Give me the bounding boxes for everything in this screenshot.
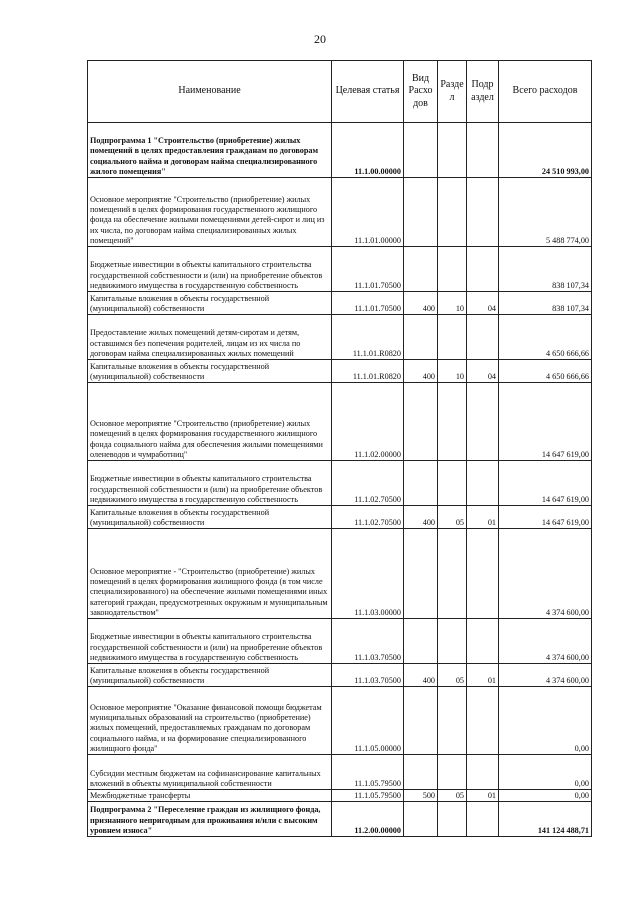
row-name: Предоставление жилых помещений детям-сиротам и детям, оставшимся без попечения родителей, лицам из их числа по договорам найма специализированных жилых помещений (88, 315, 332, 360)
table-row (88, 292, 592, 315)
table-row (88, 178, 592, 247)
row-code: 11.2.00.00000 (332, 802, 404, 837)
row-pr: 04 (467, 292, 499, 315)
row-rz (438, 247, 467, 292)
row-vr (404, 619, 438, 664)
row-vr (404, 687, 438, 755)
row-pr (467, 687, 499, 755)
header-pr: Подр аздел (467, 61, 499, 123)
row-name: Бюджетные инвестиции в объекты капитального строительства государственной собственности и (или) на приобретение объектов недвижимого имущества в государственную собственность (88, 619, 332, 664)
table-row (88, 619, 592, 664)
header-vr: Вид Расхо дов (404, 61, 438, 123)
row-total: 4 374 600,00 (499, 529, 592, 619)
row-vr: 500 (404, 790, 438, 802)
row-code: 11.1.05.79500 (332, 790, 404, 802)
table-row (88, 802, 592, 837)
table-row (88, 123, 592, 178)
table-body (88, 123, 592, 837)
row-rz (438, 619, 467, 664)
row-rz (438, 529, 467, 619)
row-vr (404, 247, 438, 292)
row-code: 11.1.05.79500 (332, 755, 404, 790)
row-pr (467, 315, 499, 360)
row-name: Бюджетные инвестиции в объекты капитального строительства государственной собственности и (или) на приобретение объектов недвижимого имущества в государственную собственность (88, 461, 332, 506)
row-total: 0,00 (499, 755, 592, 790)
row-code: 11.1.05.00000 (332, 687, 404, 755)
row-total: 4 374 600,00 (499, 619, 592, 664)
row-pr: 01 (467, 506, 499, 529)
row-rz: 05 (438, 790, 467, 802)
row-total: 14 647 619,00 (499, 461, 592, 506)
row-rz (438, 178, 467, 247)
row-rz (438, 687, 467, 755)
row-rz (438, 123, 467, 178)
table-row (88, 529, 592, 619)
row-name: Субсидии местным бюджетам на софинансирование капитальных вложений в объекты муниципальной собственности (88, 755, 332, 790)
row-vr (404, 755, 438, 790)
row-pr (467, 178, 499, 247)
row-total: 4 650 666,66 (499, 315, 592, 360)
row-vr: 400 (404, 664, 438, 687)
row-total: 24 510 993,00 (499, 123, 592, 178)
row-pr: 01 (467, 664, 499, 687)
row-vr: 400 (404, 506, 438, 529)
row-rz (438, 461, 467, 506)
row-name: Подпрограмма 2 "Переселение граждан из жилищного фонда, признанного непригодным для проживания и/или с высоким уровнем износа" (88, 802, 332, 837)
table-row (88, 687, 592, 755)
row-code: 11.1.01.70500 (332, 247, 404, 292)
row-name: Капитальные вложения в объекты государственной (муниципальной) собственности (88, 664, 332, 687)
row-pr (467, 529, 499, 619)
row-code: 11.1.01.00000 (332, 178, 404, 247)
row-name: Основное мероприятие "Строительство (приобретение) жилых помещений в целях формирования государственного жилищного фонда социального найма для обеспечения жилыми помещениями оленеводов и чумработниц" (88, 383, 332, 461)
row-total: 5 488 774,00 (499, 178, 592, 247)
row-pr: 04 (467, 360, 499, 383)
row-pr (467, 247, 499, 292)
table-row (88, 461, 592, 506)
row-name: Межбюджетные трансферты (88, 790, 332, 802)
row-pr: 01 (467, 790, 499, 802)
row-total: 4 374 600,00 (499, 664, 592, 687)
row-code: 11.1.01.R0820 (332, 360, 404, 383)
row-name: Основное мероприятие "Оказание финансовой помощи бюджетам муниципальных образований на строительство (приобретение) жилых помещений, предоставляемых гражданам по договорам социального найма, и на формирование специализированного жилищного фонда" (88, 687, 332, 755)
row-pr (467, 123, 499, 178)
row-vr (404, 315, 438, 360)
row-rz (438, 802, 467, 837)
table-row (88, 755, 592, 790)
row-vr (404, 529, 438, 619)
row-total: 838 107,34 (499, 247, 592, 292)
row-total: 14 647 619,00 (499, 383, 592, 461)
row-code: 11.1.02.70500 (332, 461, 404, 506)
row-rz: 10 (438, 360, 467, 383)
table-row (88, 664, 592, 687)
row-name: Капитальные вложения в объекты государственной (муниципальной) собственности (88, 292, 332, 315)
table-row (88, 506, 592, 529)
row-pr (467, 619, 499, 664)
table-row (88, 315, 592, 360)
row-vr (404, 123, 438, 178)
row-code: 11.1.03.70500 (332, 664, 404, 687)
row-rz (438, 383, 467, 461)
row-vr (404, 383, 438, 461)
row-code: 11.1.00.00000 (332, 123, 404, 178)
row-vr (404, 461, 438, 506)
row-rz (438, 315, 467, 360)
row-code: 11.1.01.R0820 (332, 315, 404, 360)
table-row (88, 360, 592, 383)
row-rz: 05 (438, 506, 467, 529)
row-vr: 400 (404, 360, 438, 383)
row-pr (467, 461, 499, 506)
table-row (88, 383, 592, 461)
header-rz: Разде л (438, 61, 467, 123)
header-code: Целевая статья (332, 61, 404, 123)
row-total: 14 647 619,00 (499, 506, 592, 529)
row-name: Капитальные вложения в объекты государственной (муниципальной) собственности (88, 506, 332, 529)
row-vr (404, 802, 438, 837)
row-code: 11.1.01.70500 (332, 292, 404, 315)
row-total: 0,00 (499, 790, 592, 802)
row-rz (438, 755, 467, 790)
table-row (88, 247, 592, 292)
row-pr (467, 383, 499, 461)
table-header-row (88, 61, 592, 123)
table-row (88, 790, 592, 802)
row-total: 0,00 (499, 687, 592, 755)
row-name: Основное мероприятие - "Строительство (приобретение) жилых помещений в целях формирования жилищного фонда (в том числе специализированного) на обеспечение жилыми помещениями иных категорий граждан, предусмотренных окружным и муниципальным законодательством" (88, 529, 332, 619)
row-name: Капитальные вложения в объекты государственной (муниципальной) собственности (88, 360, 332, 383)
page-number: 20 (314, 32, 326, 46)
row-code: 11.1.02.70500 (332, 506, 404, 529)
budget-table (87, 60, 592, 837)
row-total: 4 650 666,66 (499, 360, 592, 383)
row-vr: 400 (404, 292, 438, 315)
row-pr (467, 802, 499, 837)
row-pr (467, 755, 499, 790)
row-name: Бюджетные инвестиции в объекты капитального строительства государственной собственности и (или) на приобретение объектов недвижимого имущества в государственную собственность (88, 247, 332, 292)
row-total: 838 107,34 (499, 292, 592, 315)
row-total: 141 124 488,71 (499, 802, 592, 837)
row-rz: 10 (438, 292, 467, 315)
header-name: Наименование (88, 61, 332, 123)
row-name: Основное мероприятие "Строительство (приобретение) жилых помещений в целях формирования государственного жилищного фонда на обеспечение жилыми помещениями детей-сирот и лиц из их числа, по договорам найма специализированных жилых помещений" (88, 178, 332, 247)
row-code: 11.1.03.70500 (332, 619, 404, 664)
row-rz: 05 (438, 664, 467, 687)
row-name: Подпрограмма 1 "Строительство (приобретение) жилых помещений в целях предоставления гражданам по договорам социального найма и договорам найма специализированного жилого помещения" (88, 123, 332, 178)
header-total: Всего расходов (499, 61, 592, 123)
row-code: 11.1.02.00000 (332, 383, 404, 461)
row-code: 11.1.03.00000 (332, 529, 404, 619)
row-vr (404, 178, 438, 247)
